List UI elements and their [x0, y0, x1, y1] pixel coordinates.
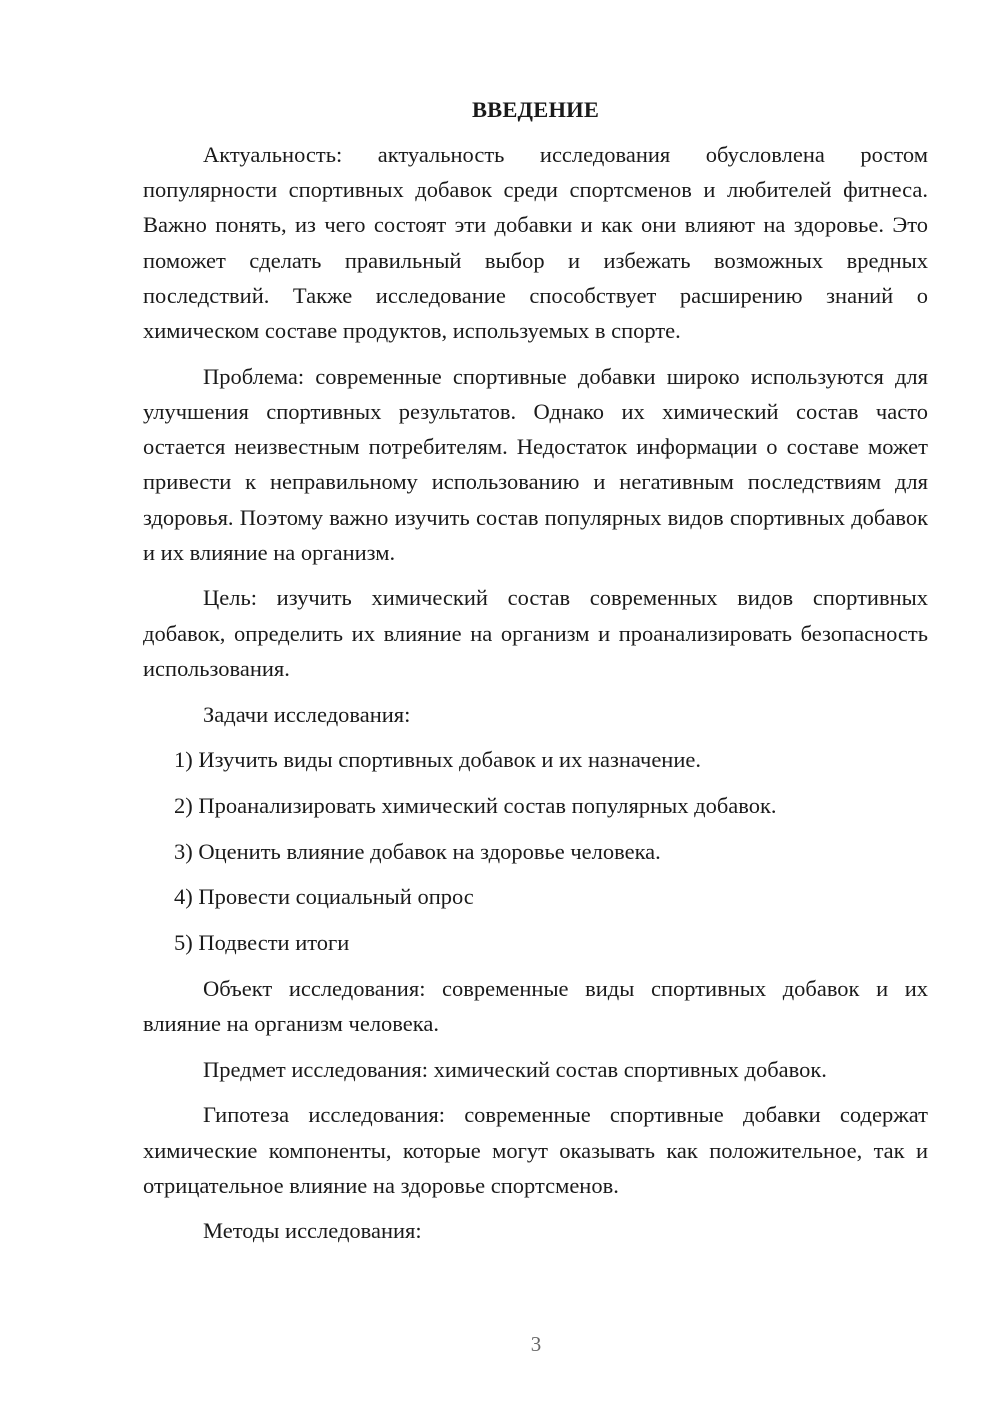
page-content [143, 92, 928, 1259]
section-title: ВВЕДЕНИЕ [471, 97, 600, 122]
task-item-5: 5) Подвести итоги [174, 930, 350, 956]
task-item-2: 2) Проанализировать химический состав популярных добавок. [174, 792, 777, 818]
paragraph-relevance: Актуальность: актуальность исследования обусловлена ростом популярности спортивных добавок среди спортсменов и любителей фитнеса. Важно понять, из чего состоят эти добавки и как они влияют на здоровье. Это поможет сделать правильный выбор и избежать возможных вредных последствий. Также исследование способствует расширению знаний о химическом составе продуктов, используемых в спорте. [143, 142, 928, 344]
task-item-1: 1) Изучить виды спортивных добавок и их назначение. [174, 747, 702, 773]
paragraph-object: Объект исследования: современные виды спортивных добавок и их влияние на организм человека. [143, 975, 928, 1036]
paragraph-problem: Проблема: современные спортивные добавки широко используются для улучшения спортивных результатов. Однако их химический состав часто остается неизвестным потребителям. Недостаток информации о составе может привести к неправильному использованию и негативным последствиям для здоровья. Поэтому важно изучить состав популярных видов спортивных добавок и их влияние на организм. [143, 363, 928, 565]
page-number: 3 [530, 1332, 542, 1356]
tasks-heading: Задачи исследования: [203, 701, 411, 727]
task-item-3: 3) Оценить влияние добавок на здоровье человека. [174, 838, 661, 864]
task-item-4: 4) Провести социальный опрос [174, 884, 474, 910]
paragraph-goal: Цель: изучить химический состав современных видов спортивных добавок, определить их влияние на организм и проанализировать безопасность использования. [143, 585, 928, 681]
paragraph-hypothesis: Гипотеза исследования: современные спортивные добавки содержат химические компоненты, которые могут оказывать как положительное, так и отрицательное влияние на здоровье спортсменов. [143, 1102, 928, 1198]
methods-heading: Методы исследования: [203, 1218, 422, 1244]
paragraph-subject: Предмет исследования: химический состав спортивных добавок. [203, 1056, 827, 1082]
